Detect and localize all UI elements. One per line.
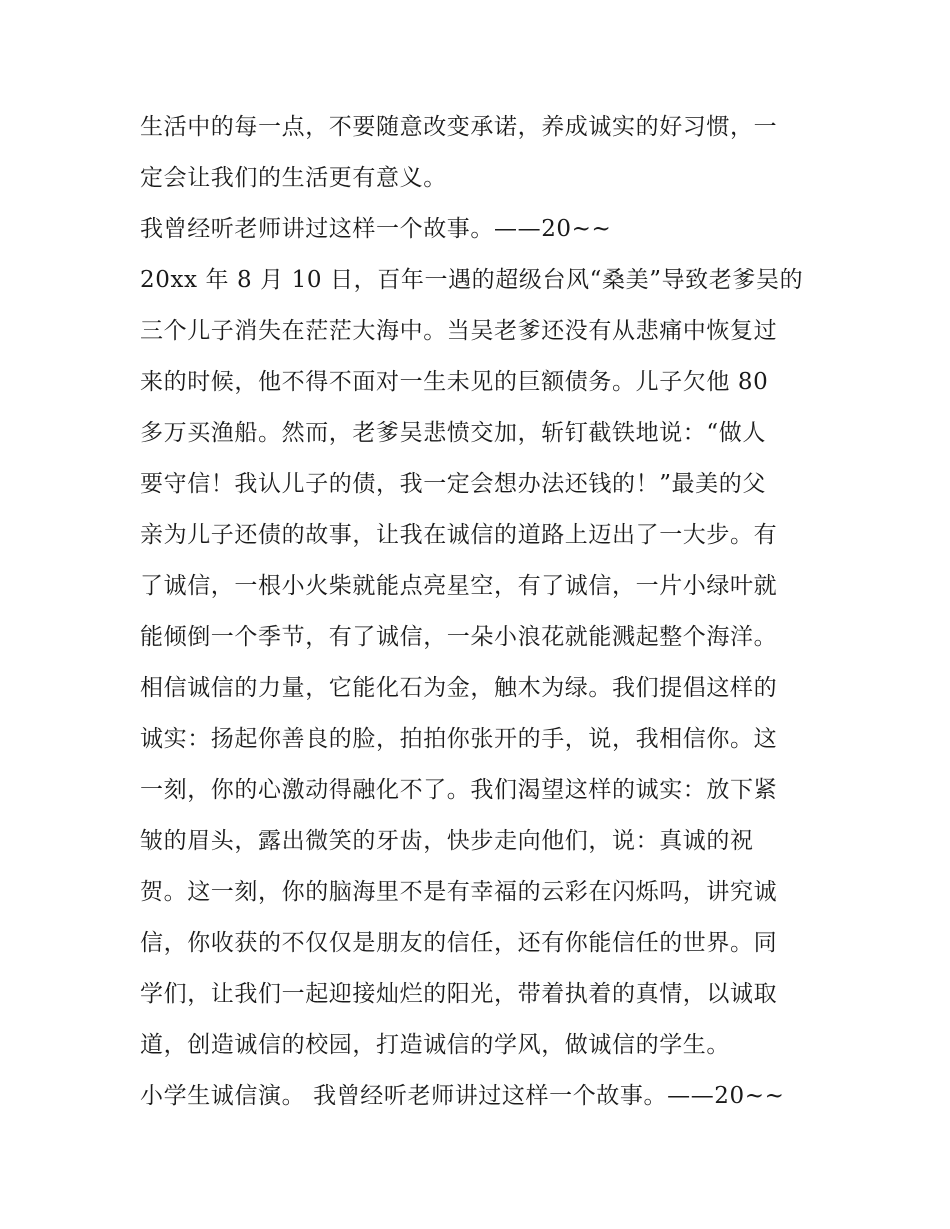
text-line: 三个儿子消失在茫茫大海中。当吴老爹还没有从悲痛中恢复过 bbox=[140, 318, 778, 344]
text-line: 学们，让我们一起迎接灿烂的阳光，带着执着的真情，以诚取 bbox=[140, 981, 778, 1007]
text-line: 20xx 年 8 月 10 日，百年一遇的超级台风“桑美”导致老爹吴的 bbox=[140, 267, 804, 293]
text-line: 小学生诚信演。 我曾经听老师讲过这样一个故事。——20~~ bbox=[140, 1083, 785, 1109]
text-line: 我曾经听老师讲过这样一个故事。——20~~ bbox=[140, 216, 612, 242]
text-line: 能倾倒一个季节，有了诚信，一朵小浪花就能溅起整个海洋。 bbox=[140, 624, 778, 650]
text-line: 相信诚信的力量，它能化石为金，触木为绿。我们提倡这样的 bbox=[140, 675, 778, 701]
text-line: 要守信！我认儿子的债，我一定会想办法还钱的！”最美的父 bbox=[140, 471, 766, 497]
text-line: 亲为儿子还债的故事，让我在诚信的道路上迈出了一大步。有 bbox=[140, 522, 778, 548]
text-line: 了诚信，一根小火柴就能点亮星空，有了诚信，一片小绿叶就 bbox=[140, 573, 778, 599]
text-line: 信，你收获的不仅仅是朋友的信任，还有你能信任的世界。同 bbox=[140, 930, 778, 956]
text-line: 来的时候，他不得不面对一生未见的巨额债务。儿子欠他 80 bbox=[140, 369, 769, 395]
text-line: 道，创造诚信的校园，打造诚信的学风，做诚信的学生。 bbox=[140, 1032, 730, 1058]
text-line: 贺。这一刻，你的脑海里不是有幸福的云彩在闪烁吗，讲究诚 bbox=[140, 879, 778, 905]
text-line: 定会让我们的生活更有意义。 bbox=[140, 165, 447, 191]
text-line: 生活中的每一点，不要随意改变承诺，养成诚实的好习惯，一 bbox=[140, 114, 778, 140]
text-line: 多万买渔船。然而，老爹吴悲愤交加，斩钉截铁地说：“做人 bbox=[140, 420, 766, 446]
text-line: 诚实：扬起你善良的脸，拍拍你张开的手，说，我相信你。这 bbox=[140, 726, 778, 752]
text-line: 一刻，你的心激动得融化不了。我们渴望这样的诚实：放下紧 bbox=[140, 777, 778, 803]
text-line: 皱的眉头，露出微笑的牙齿，快步走向他们，说：真诚的祝 bbox=[140, 828, 754, 854]
